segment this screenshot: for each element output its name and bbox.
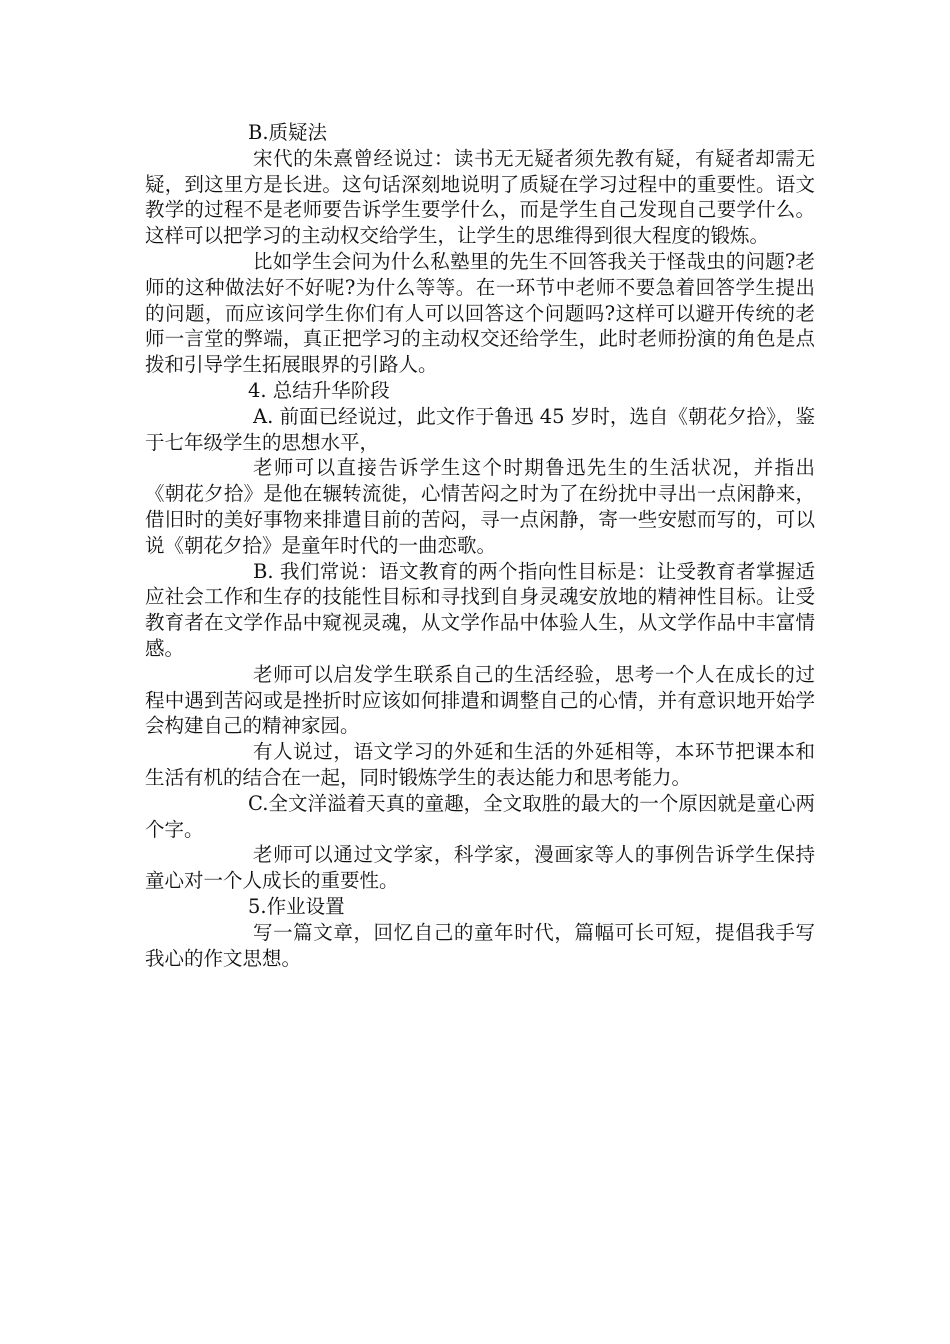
- paragraph-summary-c: C.全文洋溢着天真的童趣，全文取胜的最大的一个原因就是童心两个字。: [145, 791, 815, 841]
- paragraph-summary-b: B. 我们常说：语文教育的两个指向性目标是：让受教育者掌握适应社会工作和生存的技能性目标和寻找到自身灵魂安放地的精神性目标。让受教育者在文学作品中窥视灵魂，从文学作品中体验人生，从文学作品中丰富情感。: [145, 559, 815, 660]
- paragraph-teacher-context: 老师可以直接告诉学生这个时期鲁迅先生的生活状况，并指出《朝花夕拾》是他在辗转流徙，心情苦闷之时为了在纷扰中寻出一点闲静来，借旧时的美好事物来排遣目前的苦闷，寻一点闲静，寄一些安慰而写的，可以说《朝花夕拾》是童年时代的一曲恋歌。: [145, 456, 815, 557]
- paragraph-student-questions: 比如学生会问为什么私塾里的先生不回答我关于怪哉虫的问题?老师的这种做法好不好呢?为什么等等。在一环节中老师不要急着回答学生提出的问题，而应该问学生你们有人可以回答这个问题吗?这样可以避开传统的老师一言堂的弊端，真正把学习的主动权交还给学生，此时老师扮演的角色是点拨和引导学生拓展眼界的引路人。: [145, 249, 815, 377]
- paragraph-zhuxi-quote: 宋代的朱熹曾经说过：读书无无疑者须先教有疑，有疑者却需无疑，到这里方是长进。这句话深刻地说明了质疑在学习过程中的重要性。语文教学的过程不是老师要告诉学生要学什么，而是学生自己发现自己要学什么。这样可以把学习的主动权交给学生，让学生的思维得到很大程度的锻炼。: [145, 146, 815, 248]
- document-body: [145, 120, 815, 971]
- paragraph-summary-a: A. 前面已经说过，此文作于鲁迅 45 岁时，选自《朝花夕拾》，鉴于七年级学生的思想水平，: [145, 404, 815, 454]
- paragraph-homework: 写一篇文章，回忆自己的童年时代，篇幅可长可短，提倡我手写我心的作文思想。: [145, 920, 815, 970]
- paragraph-childlike-heart: 老师可以通过文学家，科学家，漫画家等人的事例告诉学生保持童心对一个人成长的重要性。: [145, 843, 815, 893]
- section-heading-summary: 4. 总结升华阶段: [248, 378, 390, 402]
- section-heading-homework: 5.作业设置: [248, 894, 345, 918]
- paragraph-life-experience: 老师可以启发学生联系自己的生活经验，思考一个人在成长的过程中遇到苦闷或是挫折时应该如何排遣和调整自己的心情，并有意识地开始学会构建自己的精神家园。: [145, 662, 815, 738]
- section-heading-questioning: B.质疑法: [248, 121, 328, 144]
- paragraph-language-life: 有人说过，语文学习的外延和生活的外延相等，本环节把课本和生活有机的结合在一起，同时锻炼学生的表达能力和思考能力。: [145, 740, 815, 789]
